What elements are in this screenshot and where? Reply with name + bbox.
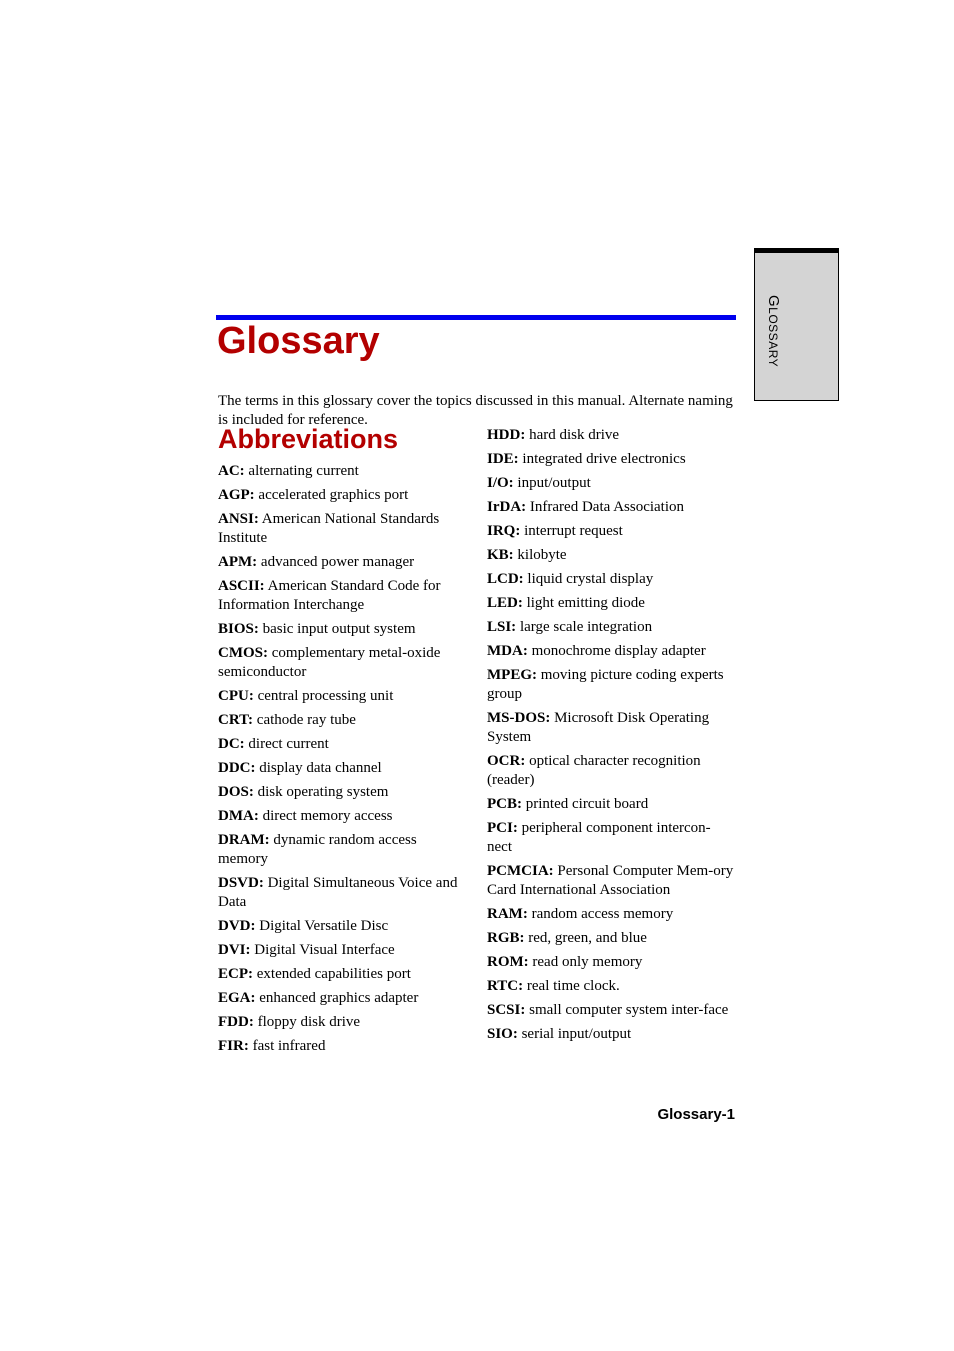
chapter-tab-initial: G [765,295,782,308]
glossary-entry [218,644,466,682]
glossary-term: I/O: [487,475,514,491]
glossary-term: BIOS: [218,621,259,637]
glossary-term: EGA: [218,990,256,1006]
glossary-definition: dynamic random access memory [218,832,417,867]
glossary-entry [218,687,466,706]
glossary-entry [218,759,466,778]
glossary-definition: red, green, and blue [524,930,647,946]
glossary-definition: read only memory [528,954,643,970]
glossary-term: LCD: [487,571,524,587]
glossary-term: DVD: [218,918,256,934]
glossary-entry [487,1001,735,1020]
glossary-term: CMOS: [218,645,268,661]
glossary-entry [487,862,735,900]
glossary-entry [487,709,735,747]
glossary-definition: serial input/output [517,1026,632,1042]
glossary-entry [218,831,466,869]
chapter-tab-label [765,295,782,367]
glossary-definition: advanced power manager [257,554,415,570]
glossary-term: DRAM: [218,832,270,848]
glossary-definition: hard disk drive [525,427,620,443]
glossary-entry [487,905,735,924]
glossary-term: LSI: [487,619,517,635]
glossary-entry [218,510,466,548]
chapter-tab [754,248,839,401]
glossary-entry [218,577,466,615]
glossary-definition: direct current [244,736,329,752]
glossary-definition: Personal Computer Mem-ory Card International Association [487,863,734,898]
glossary-definition: disk operating system [253,784,389,800]
glossary-definition: central processing unit [253,688,394,704]
glossary-term: MS-DOS: [487,710,551,726]
glossary-term: DSVD: [218,875,264,891]
glossary-term: OCR: [487,753,526,769]
glossary-entry [487,618,735,637]
glossary-entry [218,1037,466,1056]
chapter-tab-rest: LOSSARY [766,307,780,368]
glossary-entry [487,498,735,517]
glossary-entry [218,486,466,505]
glossary-entry [487,522,735,541]
glossary-definition: enhanced graphics adapter [255,990,419,1006]
intro-paragraph: The terms in this glossary cover the topics discussed in this manual. Alternate naming is included for reference. [218,393,733,428]
glossary-entry [487,426,735,445]
glossary-term: DMA: [218,808,259,824]
glossary-term: AGP: [218,487,255,503]
page-title: Glossary [217,320,380,362]
glossary-term: SCSI: [487,1002,526,1018]
glossary-definition: random access memory [527,906,674,922]
glossary-definition: real time clock. [523,978,620,994]
glossary-term: IrDA: [487,499,527,515]
glossary-definition: fast infrared [248,1038,326,1054]
glossary-definition: Digital Versatile Disc [255,918,389,934]
glossary-entry [487,546,735,565]
glossary-definition: small computer system inter-face [525,1002,729,1018]
glossary-definition: American Standard Code for Information Interchange [218,578,441,613]
glossary-definition: extended capabilities port [253,966,411,982]
glossary-term: ROM: [487,954,529,970]
glossary-definition: optical character recognition (reader) [487,753,701,788]
glossary-entry [487,752,735,790]
glossary-entry [218,941,466,960]
glossary-entry [487,977,735,996]
glossary-definition: liquid crystal display [523,571,654,587]
glossary-term: CRT: [218,712,254,728]
glossary-entry [218,735,466,754]
glossary-term: AC: [218,463,245,479]
glossary-term: MPEG: [487,667,537,683]
glossary-definition: floppy disk drive [253,1014,361,1030]
glossary-entry [487,929,735,948]
glossary-definition: integrated drive electronics [518,451,686,467]
glossary-definition: light emitting diode [522,595,645,611]
glossary-entry [218,1013,466,1032]
glossary-definition: complementary metal-oxide semiconductor [218,645,441,680]
glossary-term: DC: [218,736,245,752]
glossary-definition: Microsoft Disk Operating System [487,710,710,745]
glossary-definition: American National Standards Institute [218,511,440,546]
glossary-definition: kilobyte [513,547,567,563]
glossary-definition: display data channel [255,760,382,776]
glossary-term: ASCII: [218,578,265,594]
glossary-entry [218,807,466,826]
glossary-term: MDA: [487,643,528,659]
glossary-definition: printed circuit board [522,796,649,812]
glossary-term: RGB: [487,930,525,946]
glossary-definition: basic input output system [258,621,416,637]
glossary-definition: Digital Visual Interface [250,942,395,958]
glossary-definition: direct memory access [258,808,393,824]
glossary-term: KB: [487,547,514,563]
glossary-entry [487,474,735,493]
glossary-term: LED: [487,595,523,611]
glossary-term: APM: [218,554,258,570]
glossary-entry [218,553,466,572]
glossary-term: FIR: [218,1038,249,1054]
glossary-term: ANSI: [218,511,259,527]
glossary-definition: peripheral component intercon-nect [487,820,711,855]
glossary-term: HDD: [487,427,526,443]
glossary-term: PCMCIA: [487,863,554,879]
glossary-definition: Digital Simultaneous Voice and Data [218,875,458,910]
glossary-term: IDE: [487,451,519,467]
glossary-term: SIO: [487,1026,518,1042]
glossary-term: PCB: [487,796,522,812]
glossary-entry [218,989,466,1008]
glossary-entry [487,450,735,469]
right-column [487,426,735,1049]
glossary-entry [218,917,466,936]
glossary-entry [218,620,466,639]
glossary-definition: Infrared Data Association [526,499,685,515]
glossary-term: ECP: [218,966,253,982]
glossary-definition: interrupt request [520,523,623,539]
glossary-definition: alternating current [244,463,359,479]
glossary-entry [487,642,735,661]
glossary-definition: moving picture coding experts group [487,667,724,702]
glossary-term: DDC: [218,760,256,776]
glossary-entry [487,1025,735,1044]
glossary-term: PCI: [487,820,518,836]
glossary-definition: input/output [513,475,591,491]
glossary-entry [218,462,466,481]
glossary-entry [487,795,735,814]
glossary-definition: monochrome display adapter [527,643,706,659]
glossary-entry [218,783,466,802]
glossary-term: FDD: [218,1014,254,1030]
glossary-term: DOS: [218,784,254,800]
page-footer: Glossary-1 [657,1106,735,1123]
glossary-entry [218,965,466,984]
glossary-term: RAM: [487,906,528,922]
glossary-definition: large scale integration [516,619,653,635]
section-heading: Abbreviations [218,424,399,454]
glossary-term: RTC: [487,978,524,994]
glossary-term: DVI: [218,942,251,958]
glossary-term: IRQ: [487,523,521,539]
glossary-entry [487,570,735,589]
glossary-term: CPU: [218,688,254,704]
glossary-entry [487,953,735,972]
glossary-definition: accelerated graphics port [254,487,409,503]
glossary-entry [487,594,735,613]
glossary-entry [218,711,466,730]
glossary-entry [218,874,466,912]
glossary-definition: cathode ray tube [253,712,356,728]
glossary-entry [487,666,735,704]
glossary-entry [487,819,735,857]
left-column [218,462,466,1061]
